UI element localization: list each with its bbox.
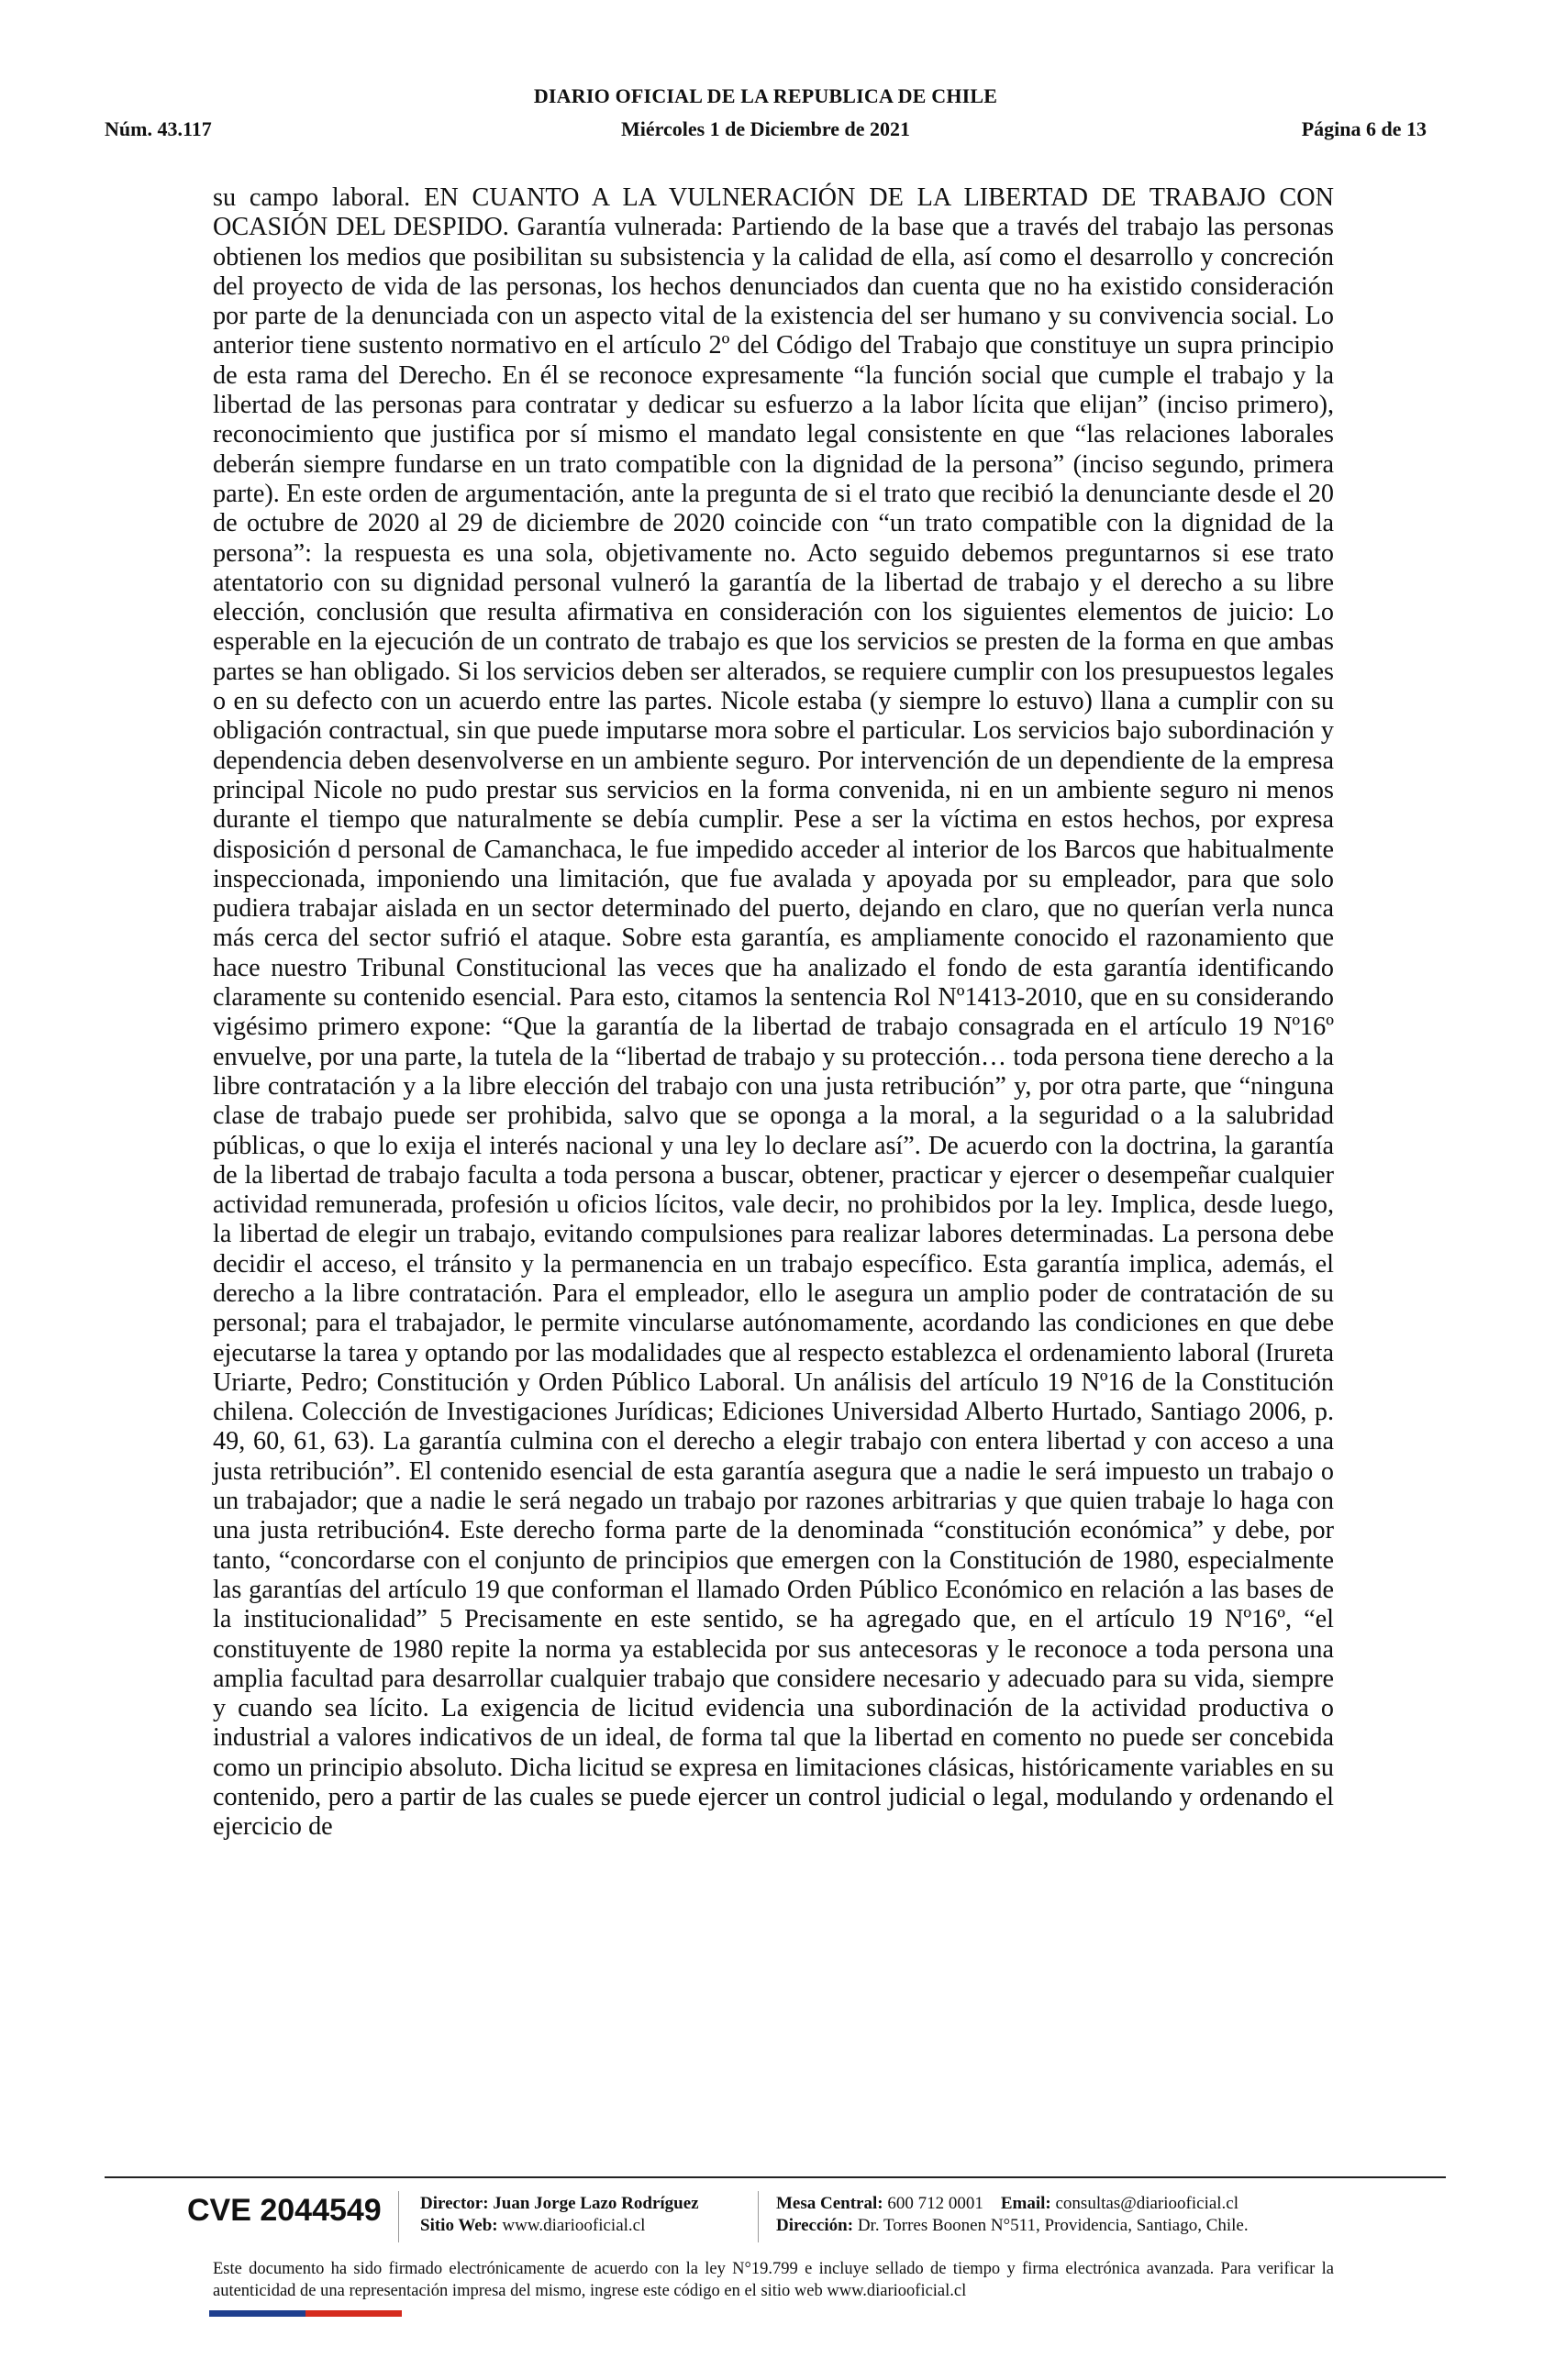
- website-label: Sitio Web:: [420, 2216, 498, 2235]
- footer-separator: [398, 2191, 399, 2242]
- mesa-phone: 600 712 0001: [887, 2194, 983, 2213]
- director-label: Director:: [420, 2194, 489, 2213]
- mesa-label: Mesa Central:: [776, 2194, 883, 2213]
- contact-line: [776, 2193, 1249, 2215]
- publication-title: DIARIO OFICIAL DE LA REPUBLICA DE CHILE: [533, 84, 998, 107]
- signature-disclaimer: Este documento ha sido firmado electrónicamente de acuerdo con la ley N°19.799 e incluye sellado de tiempo y firma electrónica avanzada. Para verificar la autenticidad de una representación impresa del mismo, ingrese este código en el sitio web www.diariooficial.cl: [213, 2260, 1334, 2300]
- director-line: [420, 2193, 699, 2215]
- footer-director-block: [420, 2193, 699, 2237]
- body-text: su campo laboral. EN CUANTO A LA VULNERACIÓN DE LA LIBERTAD DE TRABAJO CON OCASIÓN DEL DESPIDO. Garantía vulnerada: Partiendo de la base que a través del trabajo las personas obtienen los medios que posibilitan su subsistencia y la calidad de ella, así como el desarrollo y concreción del proyecto de vida de las personas, los hechos denunciados dan cuenta que no ha existido consideración por parte de la denunciada con un aspecto vital de la existencia del ser humano y su convivencia social. Lo anterior tiene sustento normativo en el artículo 2º del Código del Trabajo que constituye un supra principio de esta rama del Derecho. En él se reconoce expresamente “la función social que cumple el trabajo y la libertad de las personas para contratar y dedicar su esfuerzo a la labor lícita que elijan” (inciso primero), reconocimiento que justifica por sí mismo el mandato legal consistente en que “las relaciones laborales deberán siempre fundarse en un trato compatible con la dignidad de la persona” (inciso segundo, primera parte). En este orden de argumentación, ante la pregunta de si el trato que recibió la denunciante desde el 20 de octubre de 2020 al 29 de diciembre de 2020 coincide con “un trato compatible con la dignidad de la persona”: la respuesta es una sola, objetivamente no. Acto seguido debemos preguntarnos si ese trato atentatorio con su dignidad personal vulneró la garantía de la libertad de trabajo y el derecho a su libre elección, conclusión que resulta afirmativa en consideración con los siguientes elementos de juicio: Lo esperable en la ejecución de un contrato de trabajo es que los servicios se presten de la forma en que ambas partes se han obligado. Si los servicios deben ser alterados, se requiere cumplir con los presupuestos legales o en su defecto con un acuerdo entre las partes. Nicole estaba (y siempre lo estuvo) llana a cumplir con su obligación contractual, sin que puede imputarse mora sobre el particular. Los servicios bajo subordinación y dependencia deben desenvolverse en un ambiente seguro. Por intervención de un dependiente de la empresa principal Nicole no pudo prestar sus servicios en la forma convenida, ni en un ambiente seguro ni menos durante el tiempo que naturalmente se debía cumplir. Pese a ser la víctima en estos hechos, por expresa disposición d personal de Camanchaca, le fue impedido acceder al interior de los Barcos que habitualmente inspeccionada, imponiendo una limitación, que fue avalada y apoyada por su empleador, para que solo pudiera trabajar aislada en un sector determinado del puerto, dejando en claro, que no querían verla nunca más cerca del sector sufrió el ataque. Sobre esta garantía, es ampliamente conocido el razonamiento que hace nuestro Tribunal Constitucional las veces que ha analizado el fondo de esta garantía identificando claramente su contenido esencial. Para esto, citamos la sentencia Rol Nº1413-2010, que en su considerando vigésimo primero expone: “Que la garantía de la libertad de trabajo consagrada en el artículo 19 Nº16º envuelve, por una parte, la tutela de la “libertad de trabajo y su protección… toda persona tiene derecho a la libre contratación y a la libre elección del trabajo con una justa retribución” y, por otra parte, que “ninguna clase de trabajo puede ser prohibida, salvo que se oponga a la moral, a la seguridad o a la salubridad públicas, o que lo exija el interés nacional y una ley lo declare así”. De acuerdo con la doctrina, la garantía de la libertad de trabajo faculta a toda persona a buscar, obtener, practicar y ejercer o desempeñar cualquier actividad remunerada, profesión u oficios lícitos, vale decir, no prohibidos por la ley. Implica, desde luego, la libertad de elegir un trabajo, evitando compulsiones para realizar labores determinadas. La persona debe decidir el acceso, el tránsito y la permanencia en un trabajo específico. Esta garantía implica, además, el derecho a la libre contratación. Para el empleador, ello le asegura un amplio poder de contratación de su personal; para el trabajador, le permite vincularse autónomamente, acordando las condiciones en que debe ejecutarse la tarea y optando por las modalidades que al respecto establezca el ordenamiento laboral (Irureta Uriarte, Pedro; Constitución y Orden Público Laboral. Un análisis del artículo 19 Nº16 de la Constitución chilena. Colección de Investigaciones Jurídicas; Ediciones Universidad Alberto Hurtado, Santiago 2006, p. 49, 60, 61, 63). La garantía culmina con el derecho a elegir trabajo con entera libertad y con acceso a una justa retribución”. El contenido esencial de esta garantía asegura que a nadie le será impuesto un trabajo o un trabajador; que a nadie le será negado un trabajo por razones arbitrarias y que quien trabaje lo haga con una justa retribución4. Este derecho forma parte de la denominada “constitución económica” y debe, por tanto, “concordarse con el conjunto de principios que emergen con la Constitución de 1980, especialmente las garantías del artículo 19 que conforman el llamado Orden Público Económico en relación a las bases de la institucionalidad” 5 Precisamente en este sentido, se ha agregado que, en el artículo 19 Nº16º, “el constituyente de 1980 repite la norma ya establecida por sus antecesoras y le reconoce a toda persona una amplia facultad para desarrollar cualquier trabajo que considere necesario y adecuado para su vida, siempre y cuando sea lícito. La exigencia de licitud evidencia una subordinación de la actividad productiva o industrial a valores indicativos de un ideal, de forma tal que la libertad en comento no puede ser concebida como un principio absoluto. Dicha licitud se expresa en limitaciones clásicas, históricamente variables en su contenido, pero a partir de las cuales se puede ejercer un control judicial o legal, modulando y ordenando el ejercicio de: [213, 183, 1334, 1842]
- website-line: [420, 2215, 699, 2237]
- footer-bar: [105, 2187, 1446, 2246]
- cve-code: CVE 2044549: [187, 2193, 382, 2228]
- issue-date: Miércoles 1 de Diciembre de 2021: [620, 117, 911, 140]
- footer-divider: [105, 2176, 1446, 2178]
- website-link[interactable]: www.diariooficial.cl: [502, 2216, 646, 2235]
- page-number: Página 6 de 13: [1301, 117, 1427, 140]
- footer-contact-block: [776, 2193, 1249, 2237]
- chile-flag-stripe: [209, 2310, 402, 2317]
- footer-separator: [758, 2191, 759, 2242]
- email-link[interactable]: consultas@diariooficial.cl: [1055, 2194, 1239, 2213]
- issue-number: Núm. 43.117: [105, 117, 212, 140]
- address-label: Dirección:: [776, 2216, 854, 2235]
- flag-red-segment: [305, 2310, 402, 2317]
- address-value: Dr. Torres Boonen N°511, Providencia, Santiago, Chile.: [857, 2216, 1249, 2235]
- email-label: Email:: [1000, 2194, 1051, 2213]
- flag-blue-segment: [209, 2310, 305, 2317]
- page-header: [105, 84, 1427, 149]
- address-line: [776, 2215, 1249, 2237]
- director-name: Juan Jorge Lazo Rodríguez: [493, 2194, 699, 2213]
